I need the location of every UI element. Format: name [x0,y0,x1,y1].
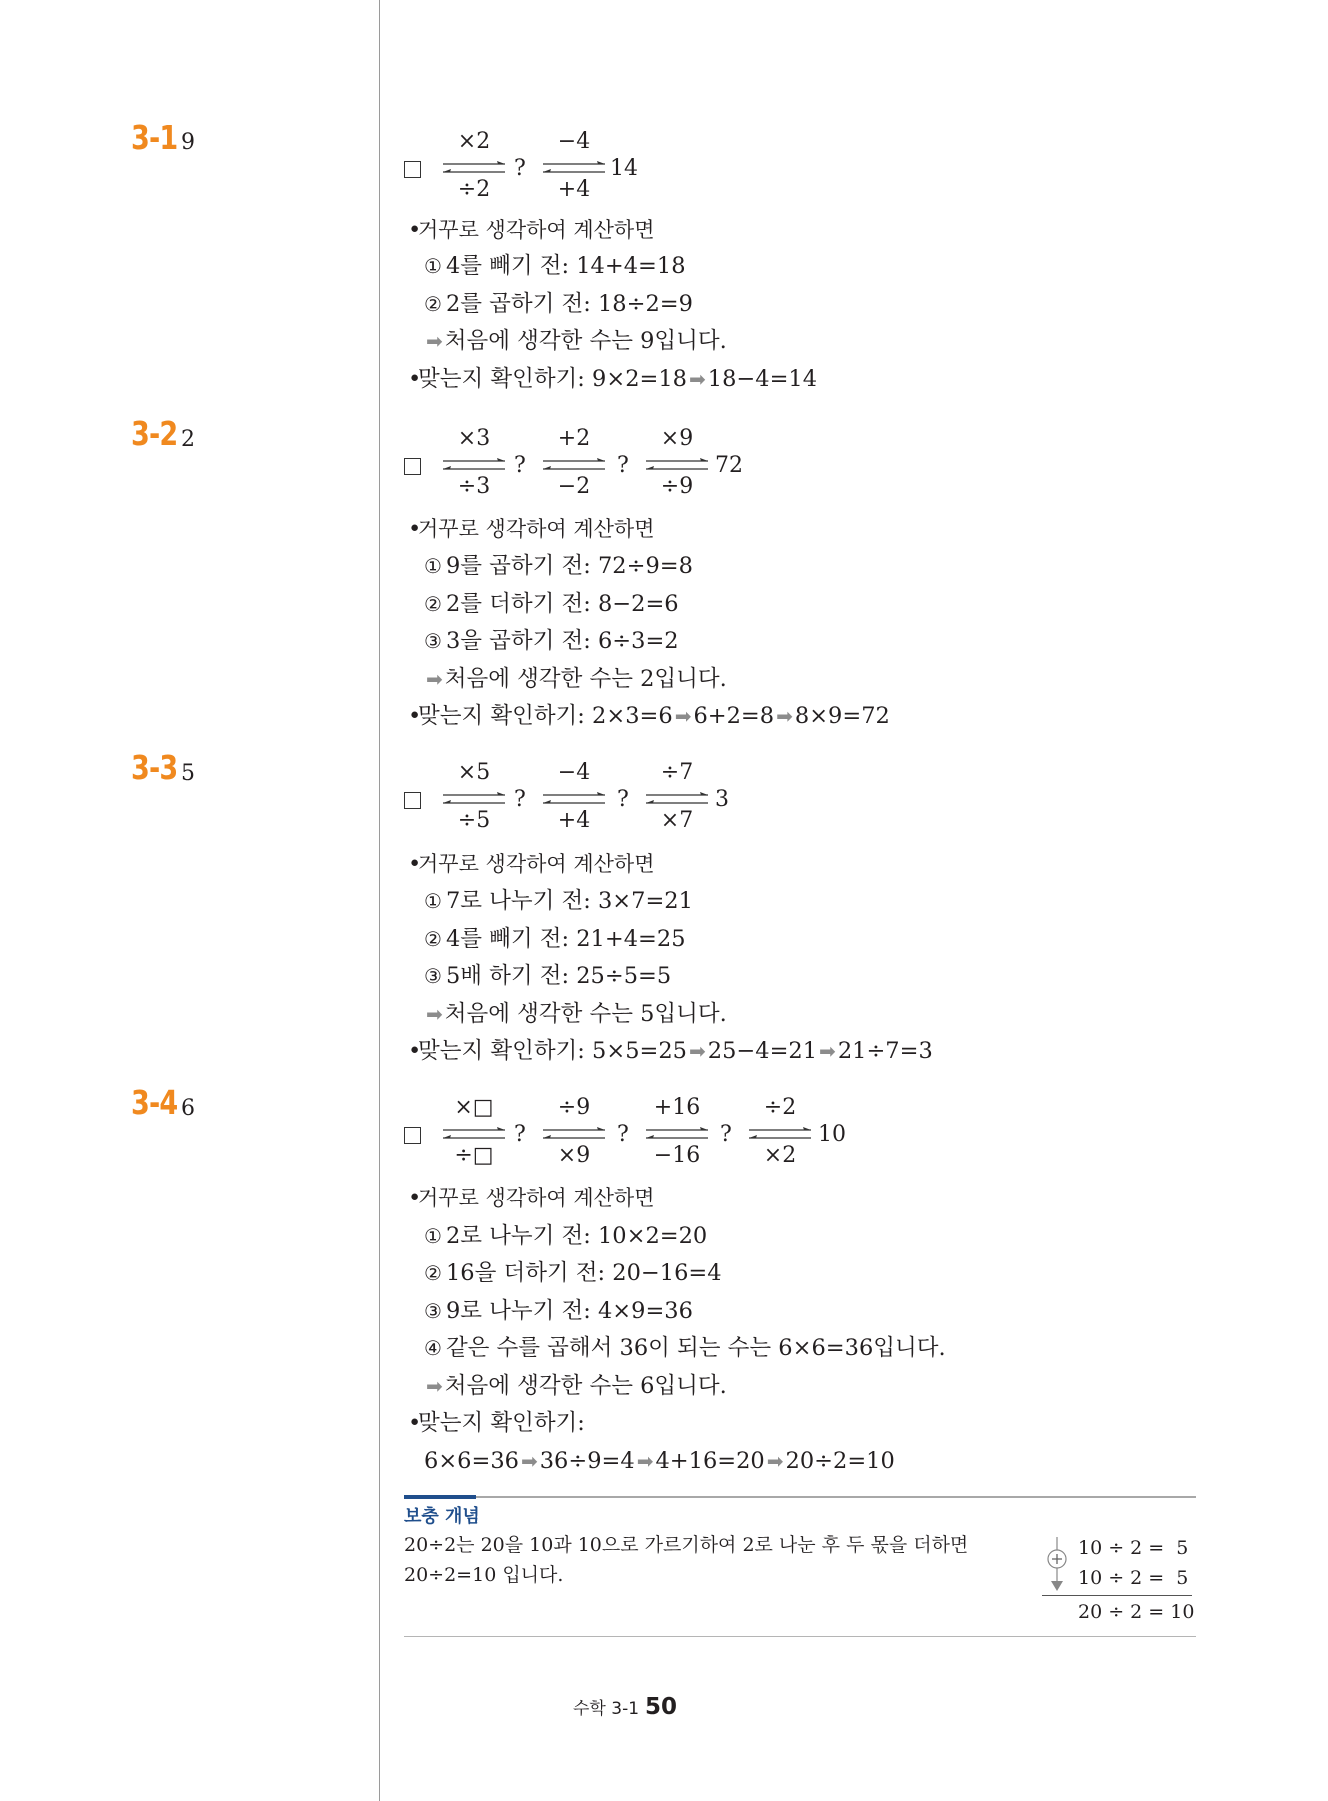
text-span: 6×6=36 [424,1448,519,1474]
solution-step [424,289,693,319]
text-span: ➡ [819,1039,836,1063]
text-span: 25−4=21 [707,1038,818,1064]
diagram-node: ? [514,1122,526,1147]
text-span: 16을 더하기 전: 20−16=4 [445,1260,722,1286]
text-span: 맞는지 확인하기: [418,1410,585,1436]
page-footer [573,1694,677,1720]
text-span: ② [424,292,442,316]
solution-check [408,364,817,394]
problem-number: 3-4 [131,1083,178,1122]
op-bottom: +4 [557,177,591,202]
text-span: ➡ [426,667,443,691]
diagram-node: ? [617,787,629,812]
solution-step [424,961,671,991]
calc-line: 10 ÷ 2 = 5 [1078,1537,1189,1559]
op-bottom: ÷2 [457,177,491,202]
solution-step [424,1296,693,1326]
text-span: 7로 나누기 전: 3×7=21 [445,888,693,914]
problem-answer: 9 [181,130,195,155]
text-span: 거꾸로 생각하여 계산하면 [418,517,655,541]
text-span: 맞는지 확인하기: 5×5=25 [418,1038,687,1064]
text-span: 6+2=8 [693,703,775,729]
problem-answer: 5 [181,761,195,786]
text-span: 2를 더하기 전: 8−2=6 [445,591,679,617]
op-top: −4 [557,129,591,154]
text-span: • [408,1410,422,1436]
double-arrow-icon [541,458,607,472]
text-span: ➡ [689,367,706,391]
text-span: ① [424,554,442,578]
text-span: ④ [424,1336,442,1360]
problem-answer: 6 [181,1096,195,1121]
double-arrow-icon [541,1127,607,1141]
text-span: ② [424,592,442,616]
text-span: 9를 곱하기 전: 72÷9=8 [445,553,693,579]
solution-conclusion [424,1371,727,1401]
operation-diagram [404,427,1004,503]
blank-box [404,458,421,475]
text-span: ➡ [426,1002,443,1026]
diagram-node: 14 [610,156,638,181]
op-top: ×2 [457,129,491,154]
solution-check [408,1036,933,1066]
text-span: • [408,1038,422,1064]
op-bottom: +4 [557,808,591,833]
calc-total: 20 ÷ 2 = 10 [1078,1601,1195,1623]
text-span: ➡ [674,704,692,728]
text-span: 같은 수를 곱해서 36이 되는 수는 6×6=36입니다. [445,1335,946,1361]
op-top: ×9 [660,426,694,451]
op-bottom: −16 [653,1143,701,1168]
diagram-node: ? [514,453,526,478]
plus-down-arrow-icon [1044,1535,1070,1593]
solution-step [424,1333,946,1363]
problem-number: 3-2 [131,414,178,453]
solution-step [424,251,686,281]
text-span: 맞는지 확인하기: 9×2=18 [418,366,687,392]
solution-check-chain [424,1446,895,1476]
text-span: ③ [424,629,442,653]
text-span: 처음에 생각한 수는 6입니다. [444,1373,727,1399]
text-span: • [408,217,422,243]
op-top: ÷9 [557,1095,591,1120]
solution-step [424,886,693,916]
op-top: +2 [557,426,591,451]
subject-label: 수학 3-1 [573,1699,640,1719]
text-span: ③ [424,1299,442,1323]
problem-answer: 2 [181,427,195,452]
solution-line [408,1183,655,1213]
text-span: 36÷9=4 [539,1448,635,1474]
op-top: ×□ [454,1095,494,1120]
double-arrow-icon [441,458,507,472]
blank-box [404,161,421,178]
text-span: • [408,1185,422,1211]
solution-conclusion [424,999,727,1029]
text-span: 4+16=20 [655,1448,765,1474]
op-top: ×3 [457,426,491,451]
op-bottom: −2 [557,474,591,499]
double-arrow-icon [541,161,607,175]
double-arrow-icon [644,1127,710,1141]
text-span: ➡ [426,329,443,353]
text-span: ① [424,254,442,278]
text-span: 거꾸로 생각하여 계산하면 [418,1186,655,1210]
text-span: 거꾸로 생각하여 계산하면 [418,218,655,242]
op-bottom: ×2 [763,1143,797,1168]
text-span: ➡ [520,1449,538,1473]
concept-title: 보충 개념 [404,1506,480,1527]
double-arrow-icon [541,792,607,806]
text-span: 처음에 생각한 수는 9입니다. [444,328,727,354]
text-span: 2로 나누기 전: 10×2=20 [445,1223,708,1249]
text-span: ② [424,927,442,951]
column-divider [379,0,380,1801]
solution-conclusion [424,664,727,694]
text-span: 2를 곱하기 전: 18÷2=9 [445,291,693,317]
solution-line [408,215,655,245]
diagram-node: ? [514,156,526,181]
solution-check [408,701,890,731]
op-bottom: ÷3 [457,474,491,499]
text-span: 4를 빼기 전: 14+4=18 [445,253,686,279]
text-span: • [408,703,422,729]
double-arrow-icon [441,792,507,806]
text-span: 맞는지 확인하기: 2×3=6 [418,703,673,729]
text-span: ➡ [689,1039,706,1063]
diagram-node: ? [617,1122,629,1147]
text-span: ① [424,1224,442,1248]
concept-tab-accent [404,1495,476,1499]
text-span: 9로 나누기 전: 4×9=36 [445,1298,693,1324]
text-span: 4를 빼기 전: 21+4=25 [445,926,686,952]
text-span: 21÷7=3 [837,1038,933,1064]
solution-step [424,626,679,656]
text-span: 처음에 생각한 수는 2입니다. [444,666,727,692]
concept-top-rule [404,1496,1196,1498]
text-span: • [408,516,422,542]
diagram-node: ? [514,787,526,812]
concept-bottom-rule [404,1636,1196,1637]
op-top: ÷7 [660,760,694,785]
diagram-node: 10 [818,1122,846,1147]
op-top: +16 [653,1095,701,1120]
text-span: 8×9=72 [794,703,890,729]
solution-step [424,551,693,581]
operation-diagram [404,761,1004,837]
text-span: 거꾸로 생각하여 계산하면 [418,852,655,876]
solution-step [424,1221,707,1251]
text-span: 18−4=14 [707,366,818,392]
text-span: • [408,366,422,392]
op-bottom: ×7 [660,808,694,833]
op-bottom: ÷5 [457,808,491,833]
op-top: ÷2 [763,1095,797,1120]
text-span: • [408,851,422,877]
double-arrow-icon [747,1127,813,1141]
solution-line [408,849,655,879]
solution-check [408,1408,585,1438]
double-arrow-icon [441,161,507,175]
diagram-node: 3 [715,787,729,812]
op-top: −4 [557,760,591,785]
solution-step [424,1258,722,1288]
double-arrow-icon [644,792,710,806]
text-span: ① [424,889,442,913]
text-span: 5배 하기 전: 25÷5=5 [445,963,672,989]
op-bottom: ÷9 [660,474,694,499]
text-span: ➡ [636,1449,654,1473]
text-span: 3을 곱하기 전: 6÷3=2 [445,628,679,654]
double-arrow-icon [441,1127,507,1141]
blank-box [404,792,421,809]
solution-step [424,589,679,619]
solution-step [424,924,686,954]
calc-sum-rule [1042,1595,1192,1596]
op-bottom: ×9 [557,1143,591,1168]
double-arrow-icon [644,458,710,472]
op-bottom: ÷□ [454,1143,494,1168]
problem-number: 3-1 [131,118,178,157]
text-span: 20÷2=10 [785,1448,895,1474]
text-span: 처음에 생각한 수는 5입니다. [444,1001,727,1027]
problem-number: 3-3 [131,748,178,787]
text-span: ➡ [426,1374,443,1398]
text-span: ③ [424,964,442,988]
diagram-node: ? [720,1122,732,1147]
diagram-node: 72 [715,453,743,478]
text-span: ➡ [776,704,793,728]
solution-line [408,514,655,544]
solution-conclusion [424,326,727,356]
operation-diagram [404,1096,1004,1172]
concept-body: 20÷2는 20을 10과 10으로 가르기하여 2로 나눈 후 두 몫을 더하면 20÷2=10 입니다. [404,1534,969,1586]
page-number: 50 [645,1694,678,1720]
calc-line: 10 ÷ 2 = 5 [1078,1567,1189,1589]
text-span: ➡ [766,1449,784,1473]
diagram-node: ? [617,453,629,478]
operation-diagram [404,130,1004,206]
blank-box [404,1127,421,1144]
text-span: ② [424,1261,442,1285]
op-top: ×5 [457,760,491,785]
